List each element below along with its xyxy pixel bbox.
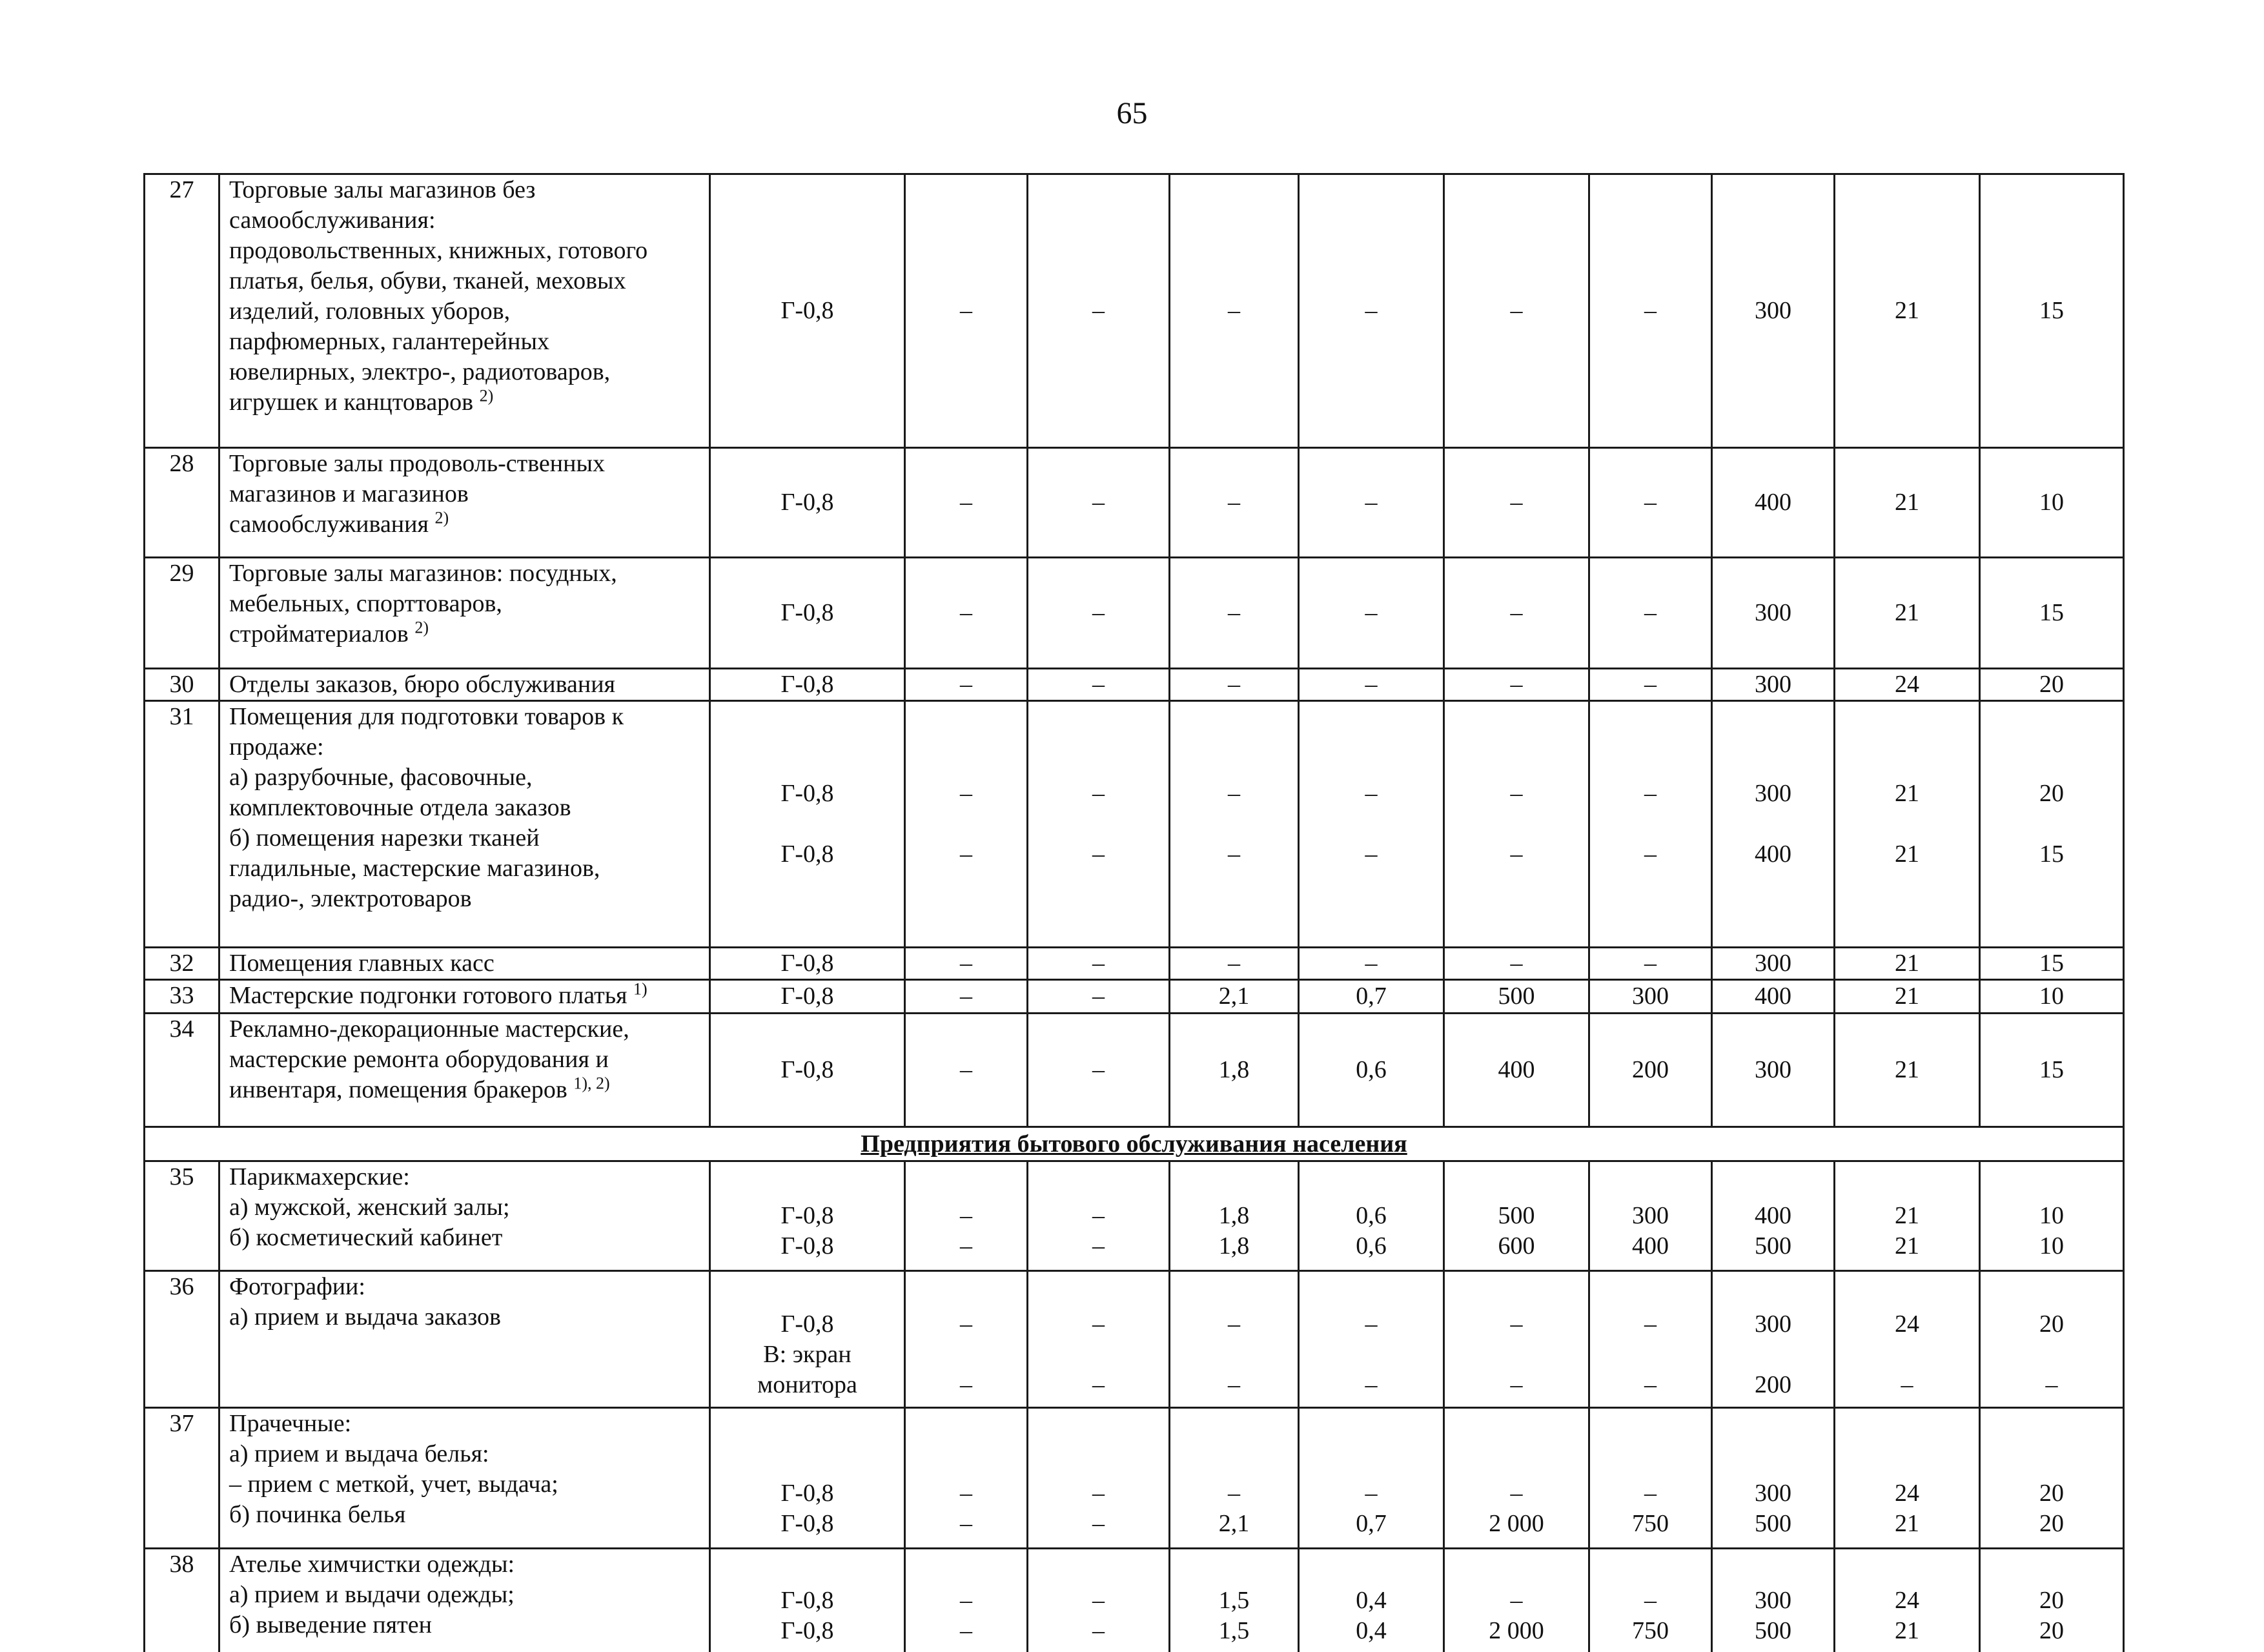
value-cell: – — [1589, 448, 1712, 558]
room-name — [219, 174, 710, 448]
value-cell: – 2 000 — [1444, 1549, 1589, 1652]
value-cell: 300 200 — [1712, 1271, 1835, 1408]
value-cell: 1,8 1,8 — [1170, 1161, 1299, 1271]
table-row — [145, 558, 2124, 669]
value-cell: – — [1589, 174, 1712, 448]
value-cell: – — [1170, 174, 1299, 448]
value-cell: – – — [1028, 1161, 1170, 1271]
table-row — [145, 669, 2124, 701]
value-cell: – — [1444, 448, 1589, 558]
value-cell: – — [1444, 174, 1589, 448]
table-row — [145, 448, 2124, 558]
value-cell: 1,8 — [1170, 1014, 1299, 1127]
value-cell: 300 — [1712, 1014, 1835, 1127]
value-cell: – — [905, 558, 1028, 669]
room-name-text: Парикмахерские: а) мужской, женский залы; б) косметический кабинет — [229, 1163, 510, 1251]
value-cell: Г-0,8 — [710, 669, 905, 701]
room-name — [219, 980, 710, 1014]
value-cell: 500 600 — [1444, 1161, 1589, 1271]
value-cell: 300 500 — [1712, 1408, 1835, 1549]
row-number: 31 — [145, 701, 219, 948]
value-cell: – — [1299, 948, 1444, 980]
room-name-text: Ателье химчистки одежды: а) прием и выдачи одежды; б) выведение пятен — [229, 1551, 515, 1638]
value-cell: – — [905, 1014, 1028, 1127]
page-number: 65 — [1116, 96, 1148, 130]
value-cell: 21 — [1835, 448, 1980, 558]
value-cell: 400 — [1444, 1014, 1589, 1127]
table-row — [145, 1271, 2124, 1408]
room-name — [219, 948, 710, 980]
room-name-text: Отделы заказов, бюро обслуживания — [229, 671, 616, 698]
value-cell: – — [1299, 558, 1444, 669]
footnote-ref: 2) — [414, 618, 429, 637]
table-row — [145, 174, 2124, 448]
value-cell: – — [1589, 669, 1712, 701]
row-number: 36 — [145, 1271, 219, 1408]
value-cell: 300 400 — [1589, 1161, 1712, 1271]
value-cell: – – — [905, 1271, 1028, 1408]
value-cell: Г-0,8 — [710, 174, 905, 448]
value-cell: 300 — [1589, 980, 1712, 1014]
value-cell: Г-0,8 — [710, 1014, 905, 1127]
value-cell: Г-0,8 Г-0,8 — [710, 1408, 905, 1549]
value-cell: 21 — [1835, 980, 1980, 1014]
value-cell: 21 — [1835, 174, 1980, 448]
value-cell: – — [1028, 1014, 1170, 1127]
value-cell: 24 – — [1835, 1271, 1980, 1408]
row-number: 27 — [145, 174, 219, 448]
room-name-text: Торговые залы магазинов: посудных, мебельных, спорттоваров, стройматериалов — [229, 560, 617, 648]
value-cell: 1,5 1,5 — [1170, 1549, 1299, 1652]
value-cell: – – — [1170, 1271, 1299, 1408]
value-cell: – — [1170, 448, 1299, 558]
row-number: 34 — [145, 1014, 219, 1127]
value-cell: – – — [1299, 701, 1444, 948]
value-cell: 0,6 0,6 — [1299, 1161, 1444, 1271]
value-cell: – — [1589, 558, 1712, 669]
value-cell: – — [1170, 558, 1299, 669]
room-name-text: Торговые залы магазинов без самообслуживания: продовольственных, книжных, готового платья, белья, обуви, тканей, меховых изделий, головных уборов, парфюмерных, галантерейных ювелирных, электро-, радиотоваров, игрушек и канцтоваров — [229, 176, 648, 416]
value-cell: Г-0,8 — [710, 948, 905, 980]
value-cell: – — [1299, 448, 1444, 558]
room-name — [219, 1408, 710, 1549]
table-row — [145, 948, 2124, 980]
value-cell: 10 — [1980, 980, 2124, 1014]
footnote-ref: 2) — [434, 508, 449, 527]
value-cell: 2,1 — [1170, 980, 1299, 1014]
room-name-text: Торговые залы продоволь-ственных магазинов и магазинов самообслуживания — [229, 450, 606, 538]
value-cell: – — [1028, 980, 1170, 1014]
room-name-text: Помещения главных касс — [229, 950, 495, 977]
room-name — [219, 701, 710, 948]
value-cell: Г-0,8 Г-0,8 — [710, 701, 905, 948]
room-name-text: Прачечные: а) прием и выдача белья: – прием с меткой, учет, выдача; б) починка белья — [229, 1410, 558, 1528]
value-cell: Г-0,8 — [710, 980, 905, 1014]
value-cell: 21 — [1835, 558, 1980, 669]
value-cell: – — [1444, 558, 1589, 669]
value-cell: Г-0,8 — [710, 558, 905, 669]
row-number: 38 — [145, 1549, 219, 1652]
value-cell: – 2 000 — [1444, 1408, 1589, 1549]
value-cell: – – — [1028, 1271, 1170, 1408]
value-cell: 200 — [1589, 1014, 1712, 1127]
value-cell: 500 — [1444, 980, 1589, 1014]
value-cell: 20 15 — [1980, 701, 2124, 948]
value-cell: – 750 — [1589, 1408, 1712, 1549]
row-number: 35 — [145, 1161, 219, 1271]
value-cell: Г-0,8 — [710, 448, 905, 558]
value-cell: 300 400 — [1712, 701, 1835, 948]
value-cell: 300 — [1712, 174, 1835, 448]
value-cell: 15 — [1980, 558, 2124, 669]
value-cell: – — [1299, 174, 1444, 448]
table-row — [145, 1014, 2124, 1127]
value-cell: – 2,1 — [1170, 1408, 1299, 1549]
section-row — [145, 1127, 2124, 1161]
value-cell: 300 — [1712, 669, 1835, 701]
row-number: 30 — [145, 669, 219, 701]
value-cell: – – — [905, 1549, 1028, 1652]
section-title: Предприятия бытового обслуживания населения — [145, 1127, 2124, 1161]
value-cell: 21 21 — [1835, 701, 1980, 948]
value-cell: 24 — [1835, 669, 1980, 701]
value-cell: 10 — [1980, 448, 2124, 558]
value-cell: 15 — [1980, 1014, 2124, 1127]
room-name — [219, 1014, 710, 1127]
value-cell: 15 — [1980, 174, 2124, 448]
footnote-ref: 1), 2) — [573, 1074, 610, 1093]
value-cell: – — [1170, 948, 1299, 980]
norms-table — [143, 173, 2125, 1652]
room-name-text: Мастерские подгонки готового платья — [229, 982, 627, 1009]
value-cell: – — [1170, 669, 1299, 701]
value-cell: 24 21 — [1835, 1408, 1980, 1549]
value-cell: – – — [1028, 1549, 1170, 1652]
value-cell: – 0,7 — [1299, 1408, 1444, 1549]
value-cell: 15 — [1980, 948, 2124, 980]
value-cell: – — [905, 980, 1028, 1014]
value-cell: – – — [905, 701, 1028, 948]
room-name — [219, 558, 710, 669]
value-cell: – — [1028, 669, 1170, 701]
value-cell: – — [1444, 669, 1589, 701]
value-cell: – – — [1299, 1271, 1444, 1408]
value-cell: Г-0,8 Г-0,8 — [710, 1549, 905, 1652]
value-cell: – — [905, 448, 1028, 558]
table-row — [145, 980, 2124, 1014]
room-name-text: Помещения для подготовки товаров к продаже: а) разрубочные, фасовочные, комплектовочные отдела заказов б) помещения нарезки тканей гладильные, мастерские магазинов, радио-, электротоваров — [229, 703, 624, 912]
footnote-ref: 1) — [633, 979, 648, 999]
value-cell: 20 – — [1980, 1271, 2124, 1408]
value-cell: 24 21 — [1835, 1549, 1980, 1652]
value-cell: 21 21 — [1835, 1161, 1980, 1271]
table-row — [145, 1408, 2124, 1549]
value-cell: – – — [1589, 701, 1712, 948]
value-cell: 0,4 0,4 — [1299, 1549, 1444, 1652]
value-cell: 10 10 — [1980, 1161, 2124, 1271]
value-cell: – — [1028, 174, 1170, 448]
row-number: 32 — [145, 948, 219, 980]
value-cell: – – — [1170, 701, 1299, 948]
table-row — [145, 1161, 2124, 1271]
value-cell: 20 — [1980, 669, 2124, 701]
value-cell: 0,6 — [1299, 1014, 1444, 1127]
footnote-ref: 2) — [479, 386, 494, 405]
value-cell: – — [1299, 669, 1444, 701]
row-number: 37 — [145, 1408, 219, 1549]
row-number: 29 — [145, 558, 219, 669]
value-cell: 20 20 — [1980, 1549, 2124, 1652]
room-name — [219, 669, 710, 701]
value-cell: Г-0,8 В: экран монитора — [710, 1271, 905, 1408]
room-name — [219, 1271, 710, 1408]
value-cell: – — [905, 174, 1028, 448]
room-name — [219, 1161, 710, 1271]
value-cell: – – — [1444, 701, 1589, 948]
value-cell: Г-0,8 Г-0,8 — [710, 1161, 905, 1271]
table-row — [145, 701, 2124, 948]
value-cell: – – — [905, 1408, 1028, 1549]
value-cell: – — [1028, 948, 1170, 980]
row-number: 28 — [145, 448, 219, 558]
value-cell: – — [1028, 558, 1170, 669]
value-cell: 21 — [1835, 1014, 1980, 1127]
room-name-text: Фотографии: а) прием и выдача заказов — [229, 1273, 501, 1331]
value-cell: – — [1028, 448, 1170, 558]
value-cell: 400 — [1712, 448, 1835, 558]
room-name — [219, 448, 710, 558]
value-cell: – – — [1028, 1408, 1170, 1549]
room-name-text: Рекламно-декорационные мастерские, мастерские ремонта оборудования и инвентаря, помещения бракеров — [229, 1015, 629, 1103]
value-cell: 20 20 — [1980, 1408, 2124, 1549]
value-cell: 300 — [1712, 558, 1835, 669]
value-cell: – — [1589, 948, 1712, 980]
value-cell: 300 500 — [1712, 1549, 1835, 1652]
row-number: 33 — [145, 980, 219, 1014]
value-cell: 400 500 — [1712, 1161, 1835, 1271]
value-cell: 21 — [1835, 948, 1980, 980]
value-cell: – — [1444, 948, 1589, 980]
value-cell: – – — [905, 1161, 1028, 1271]
value-cell: 0,7 — [1299, 980, 1444, 1014]
value-cell: 400 — [1712, 980, 1835, 1014]
value-cell: – 750 — [1589, 1549, 1712, 1652]
value-cell: – — [905, 669, 1028, 701]
value-cell: 300 — [1712, 948, 1835, 980]
value-cell: – – — [1444, 1271, 1589, 1408]
value-cell: – — [905, 948, 1028, 980]
value-cell: – – — [1028, 701, 1170, 948]
value-cell: – – — [1589, 1271, 1712, 1408]
